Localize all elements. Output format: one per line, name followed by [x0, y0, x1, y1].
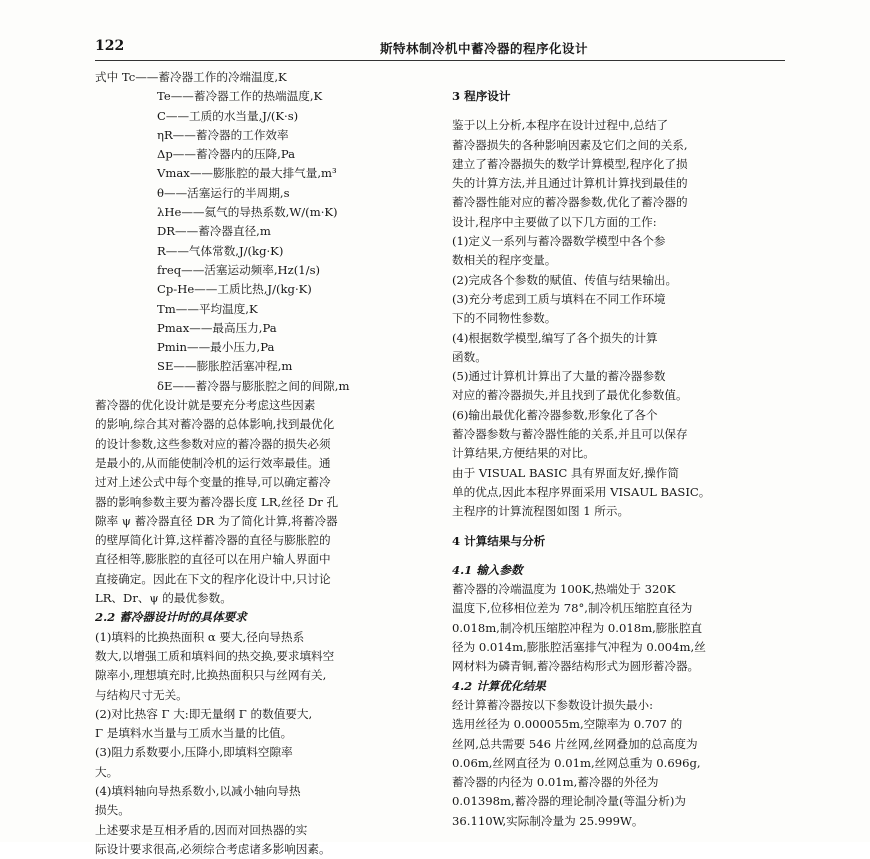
- text-line: 0.018m,制冷机压缩腔冲程为 0.018m,膨胀腔直: [452, 620, 703, 635]
- requirements-list: [95, 628, 435, 859]
- text-line: 损失。: [95, 803, 130, 818]
- text-line: (3)充分考虑到工质与填料在不同工作环境: [452, 291, 666, 306]
- text-line: 设计,程序中主要做了以下几方面的工作:: [452, 214, 657, 229]
- text-line: 经计算蓄冷器按以下参数设计损失最小:: [452, 697, 654, 712]
- text-line: 蓄冷器性能对应的蓄冷器参数,优化了蓄冷器的: [452, 195, 688, 210]
- text-line: 蓄冷器的冷端温度为 100K,热端处于 320K: [452, 582, 676, 597]
- text-line: 直径相等,膨胀腔的直径可以在用户输人界面中: [95, 552, 331, 567]
- section-heading: 2.2 蓄冷器设计时的具体要求: [95, 610, 247, 625]
- text-line: 对应的蓄冷器损失,并且找到了最优化参数值。: [452, 388, 688, 403]
- text-line: 径为 0.014m,膨胀腔活塞排气冲程为 0.004m,丝: [452, 640, 706, 655]
- section-heading: 4.2 计算优化结果: [452, 678, 546, 693]
- symbol-line: Tm——平均温度,K: [157, 301, 258, 316]
- text-line: 数大,以增强工质和填料间的热交换,要求填料空: [95, 648, 335, 663]
- text-line: 蓄冷器的内径为 0.01m,蓄冷器的外径为: [452, 775, 659, 790]
- symbol-line: δE——蓄冷器与膨胀腔之间的间隙,m: [157, 378, 350, 393]
- symbol-line: Vmax——膨胀腔的最大排气量,m³: [157, 166, 337, 181]
- text-line: (3)阻力系数要小,压降小,即填料空隙率: [95, 745, 293, 760]
- text-line: 际设计要求很高,必须综合考虑诸多影响因素。: [95, 841, 331, 856]
- text-line: 直接确定。因此在下文的程序化设计中,只讨论: [95, 571, 331, 586]
- symbol-line: θ——活塞运行的半周期,s: [157, 185, 290, 200]
- text-line: 36.110W,实际制冷量为 25.999W。: [452, 813, 644, 828]
- text-line: 数相关的程序变量。: [452, 253, 557, 268]
- text-line: (4)填料轴向导热系数小,以减小轴向导热: [95, 783, 301, 798]
- text-line: 温度下,位移相位差为 78°,制冷机压缩腔直径为: [452, 601, 693, 616]
- text-line: (2)对比热容 Γ 大:即无量纲 Γ 的数值要大,: [95, 706, 313, 721]
- header-rule: [95, 60, 785, 61]
- symbol-line: SE——膨胀腔活塞冲程,m: [157, 359, 293, 374]
- text-line: 器的影响参数主要为蓄冷器长度 LR,丝径 Dr 孔: [95, 494, 339, 509]
- text-line: 选用丝径为 0.000055m,空隙率为 0.707 的: [452, 717, 683, 732]
- symbol-line: ηR——蓄冷器的工作效率: [157, 127, 289, 142]
- text-line: 的壁厚简化计算,这样蓄冷器的直径与膨胀腔的: [95, 533, 331, 548]
- text-line: 下的不同物性参数。: [452, 311, 557, 326]
- text-line: (4)根据数学模型,编写了各个损失的计算: [452, 330, 658, 345]
- text-line: 蓄冷器损失的各种影响因素及它们之间的关系,: [452, 137, 688, 152]
- text-line: 与结构尺寸无关。: [95, 687, 188, 702]
- symbol-line: freq——活塞运动频率,Hz(1/s): [157, 262, 321, 277]
- text-line: 0.01398m,蓄冷器的理论制冷量(等温分析)为: [452, 794, 686, 809]
- text-line: 隙率小,理想填充时,比换热面积只与丝网有关,: [95, 668, 327, 683]
- page-header: [95, 38, 785, 58]
- input-paragraph: [452, 580, 787, 676]
- text-line: 蓄冷器参数与蓄冷器性能的关系,并且可以保存: [452, 427, 688, 442]
- symbol-list: [95, 68, 435, 396]
- text-line: 丝网,总共需要 546 片丝网,丝网叠加的总高度为: [452, 736, 698, 751]
- text-line: (5)通过计算机计算出了大量的蓄冷器参数: [452, 369, 666, 384]
- symbol-line: λHe——氦气的导热系数,W/(m·K): [157, 205, 338, 220]
- section-heading: 4.1 输入参数: [452, 562, 523, 577]
- text-line: 大。: [95, 764, 119, 779]
- page-number: 122: [95, 38, 125, 54]
- text-line: 计算结果,方便结果的对比。: [452, 446, 595, 461]
- work-list: [452, 232, 787, 521]
- body-paragraph: [95, 396, 435, 608]
- text-line: 过对上述公式中每个变量的推导,可以确定蓄冷: [95, 475, 331, 490]
- symbol-line: DR——蓄冷器直径,m: [157, 224, 271, 239]
- running-title: 斯特林制冷机中蓄冷器的程序化设计: [380, 41, 589, 56]
- text-line: 蓄冷器的优化设计就是要充分考虑这些因素: [95, 398, 316, 413]
- text-line: 的影响,综合其对蓄冷器的总体影响,找到最优化: [95, 417, 335, 432]
- text-line: (2)完成各个参数的赋值、传值与结果输出。: [452, 272, 678, 287]
- intro-paragraph: [452, 116, 787, 232]
- symbol-line: Pmin——最小压力,Pa: [157, 340, 275, 355]
- text-line: 失的计算方法,并且通过计算机计算找到最佳的: [452, 176, 688, 191]
- symbol-line: Δp——蓄冷器内的压降,Pa: [157, 147, 296, 162]
- symbol-line: Cp-He——工质比热,J/(kg·K): [157, 282, 312, 297]
- section-heading: 4 计算结果与分析: [452, 533, 546, 548]
- symbol-line: R——气体常数,J/(kg·K): [157, 243, 284, 258]
- text-line: 函数。: [452, 349, 487, 364]
- symbol-line: C——工质的水当量,J/(K·s): [157, 108, 299, 123]
- text-line: (1)定义一系列与蓄冷器数学模型中各个参: [452, 234, 666, 249]
- text-line: 上述要求是互相矛盾的,因而对回热器的实: [95, 822, 308, 837]
- text-line: 主程序的计算流程图如图 1 所示。: [452, 504, 630, 519]
- text-line: (1)填料的比换热面积 α 要大,径向导热系: [95, 629, 305, 644]
- right-column: [452, 68, 787, 831]
- text-line: LR、Dr、ψ 的最优参数。: [95, 591, 232, 606]
- left-column: [95, 68, 435, 859]
- symbol-line: Te——蓄冷器工作的热端温度,K: [157, 89, 323, 104]
- text-line: Γ 是填料水当量与工质水当量的比值。: [95, 726, 293, 741]
- text-line: (6)输出最优化蓄冷器参数,形象化了各个: [452, 407, 658, 422]
- text-line: 的设计参数,这些参数对应的蓄冷器的损失必须: [95, 436, 331, 451]
- text-line: 0.06m,丝网直径为 0.01m,丝网总重为 0.696g,: [452, 755, 701, 770]
- symbol-line: Pmax——最高压力,Pa: [157, 320, 277, 335]
- text-line: 隙率 ψ 蓄冷器直径 DR 为了简化计算,将蓄冷器: [95, 513, 338, 528]
- text-line: 单的优点,因此本程序界面采用 VISAUL BASIC。: [452, 484, 711, 499]
- text-line: 是最小的,从而能使制冷机的运行效率最佳。通: [95, 455, 331, 470]
- text-line: 建立了蓄冷器损失的数学计算模型,程序化了损: [452, 156, 688, 171]
- symbol-line: 式中 Tc——蓄冷器工作的冷端温度,K: [95, 70, 287, 84]
- section-heading: 3 程序设计: [452, 89, 511, 103]
- result-paragraph: [452, 696, 787, 831]
- text-line: 鉴于以上分析,本程序在设计过程中,总结了: [452, 118, 669, 133]
- text-line: 由于 VISUAL BASIC 具有界面友好,操作简: [452, 465, 679, 480]
- text-line: 网材料为磷青铜,蓄冷器结构形式为圆形蓄冷器。: [452, 659, 700, 674]
